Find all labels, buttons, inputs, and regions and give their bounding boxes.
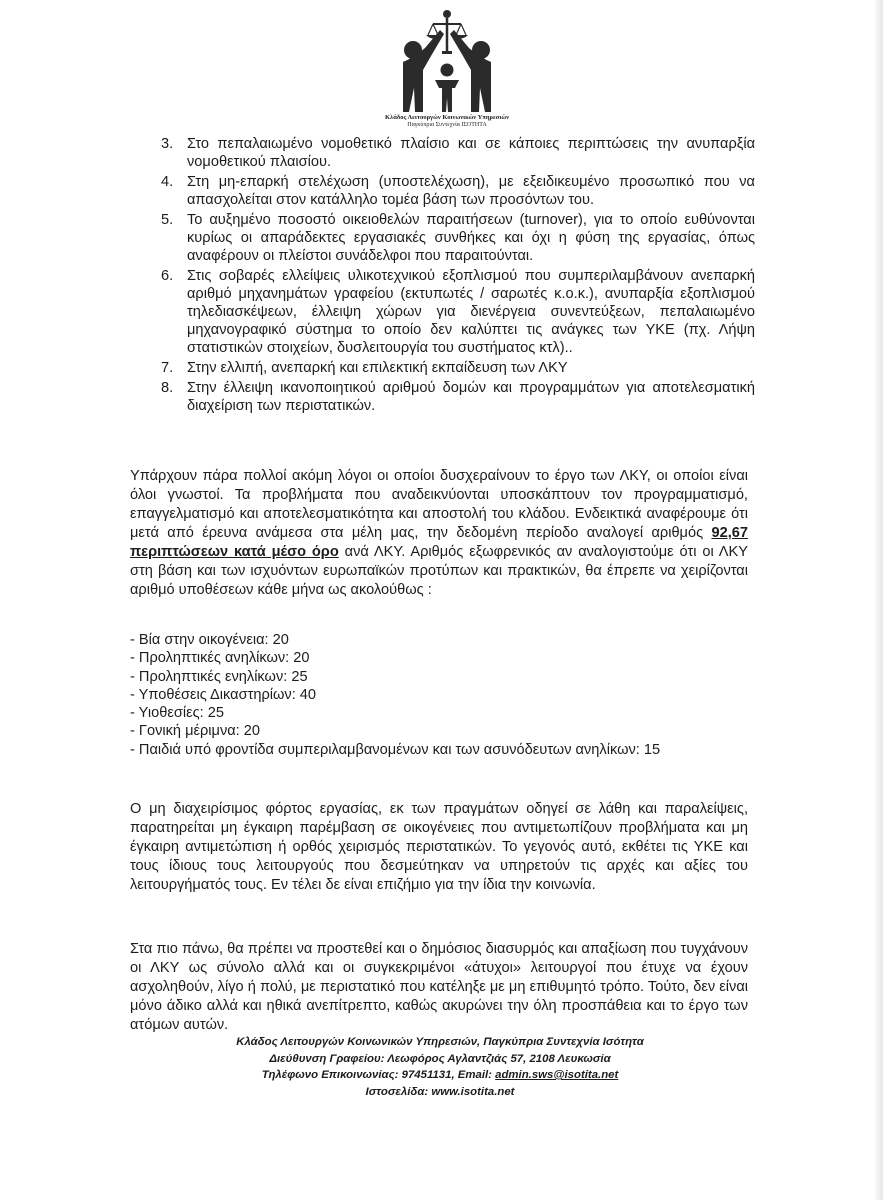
list-item: - Παιδιά υπό φροντίδα συμπεριλαμβανομένων και των ασυνόδευτων ανηλίκων: 15 <box>130 741 661 758</box>
list-item: - Υποθέσεις Δικαστηρίων: 40 <box>130 686 317 703</box>
item-text: Στις σοβαρές ελλείψεις υλικοτεχνικού εξοπλισμού που συμπεριλαμβάνουν ανεπαρκή αριθμό μηχανημάτων γραφείου (εκτυπωτές / σαρωτές κ.ο.κ.), ανυπαρξία εξοπλισμού τηλεδιασκέψεων, έλλειψη χώρων για διενέργεια συνεντεύξεων, πεπαλαιωμένο μηχανογραφικό σύστημα το οποίο δεν καλύπτει τις ανάγκες των ΥΚΕ (πχ. Λήψη στατιστικών στοιχείων, δυσλειτουργία του συστήματος κτλ).. <box>187 268 755 356</box>
item-number: 3. <box>161 136 174 152</box>
list-item <box>155 211 755 265</box>
footer-website[interactable]: Ιστοσελίδα: www.isotita.net <box>365 1085 515 1098</box>
page-edge-shadow <box>873 0 883 1200</box>
item-number: 5. <box>161 212 174 228</box>
item-number: 7. <box>161 360 174 376</box>
list-item: - Προληπτικές ενηλίκων: 25 <box>130 668 308 685</box>
paragraph-text: Υπάρχουν πάρα πολλοί ακόμη λόγοι οι οποίοι δυσχεραίνουν το έργο των ΛΚΥ, οι οποίοι είναι όλοι γνωστοί. Τα προβλήματα που αναδεικνύονται υποσκάπτουν τον προγραμματισμό, επαγγελματισμό και αποτελεσματικότητα και αποστολή του κλάδου. Ενδεικτικά αναφέρουμε ότι μετά από έρευνα ανάμεσα στα μέλη μας, την δεδομένη περίοδο αναλογεί αριθμός <box>130 468 748 541</box>
paragraph-caseload <box>130 467 748 600</box>
union-logo <box>372 8 522 136</box>
list-item <box>155 359 755 377</box>
list-item: - Υιοθεσίες: 25 <box>130 705 224 722</box>
contact-footer <box>180 1034 700 1100</box>
caseload-average-highlight: 92,67 περιπτώσεων κατά μέσο όρο <box>130 525 748 560</box>
paragraph-workload: Ο μη διαχειρίσιμος φόρτος εργασίας, εκ των πραγμάτων οδηγεί σε λάθη και παραλείψεις, παρατηρείται μη έγκαιρη παρέμβαση σε οικογένειες που αντιμετωπίζουν προβλήματα και μη έγκαιρη αντιμετώπιση ή ορθός χειρισμός περιστατικών. Το γεγονός αυτό, εκθέτει τις ΥΚΕ και τους ίδιους τους λειτουργούς που δεσμεύτηκαν να υπηρετούν τις αρχές και αξίες του λειτουργήματός τους. Εν τέλει δε είναι επιζήμιο για την ίδια την κοινωνία. <box>130 801 748 893</box>
list-item <box>155 135 755 171</box>
item-text: Στη μη-επαρκή στελέχωση (υποστελέχωση), με εξειδικευμένο προσωπικό που να απασχολείται στον κατάλληλο τομέα βάση των προσόντων του. <box>187 174 755 208</box>
item-text: Στην ελλιπή, ανεπαρκή και επιλεκτική εκπαίδευση των ΛΚΥ <box>187 360 568 376</box>
caseload-list <box>130 631 770 759</box>
list-item: - Γονική μέριμνα: 20 <box>130 723 261 740</box>
list-item: - Προληπτικές ανηλίκων: 20 <box>130 650 310 667</box>
problems-list <box>155 135 755 417</box>
item-text: Στο πεπαλαιωμένο νομοθετικό πλαίσιο και σε κάποιες περιπτώσεις την ανυπαρξία νομοθετικού πλαισίου. <box>187 136 755 170</box>
list-item <box>155 379 755 415</box>
item-number: 4. <box>161 174 174 190</box>
logo-union-name: Παγκύπρια Συντεχνία ΙΣΟΤΗΤΑ <box>407 122 487 128</box>
footer-contact <box>180 1067 700 1084</box>
item-text: Στην έλλειψη ικανοποιητικού αριθμού δομών και προγραμμάτων για αποτελεσματική διαχείριση των περιστατικών. <box>187 380 755 414</box>
footer-phone: Τηλέφωνο Επικοινωνίας: 97451131, Email: <box>261 1069 496 1081</box>
footer-org: Κλάδος Λειτουργών Κοινωνικών Υπηρεσιών, Παγκύπρια Συντεχνία Ισότητα <box>236 1036 644 1048</box>
family-scales-icon <box>395 8 499 114</box>
paragraph-text: ανά ΛΚΥ. Αριθμός εξωφρενικός αν αναλογιστούμε ότι οι ΛΚΥ στη βάση και των ισχυόντων ευρωπαϊκών προτύπων και πρακτικών, θα έπρεπε να χειρίζονται αριθμό υποθέσεων κάθε μήνα ως ακολούθως : <box>130 544 749 598</box>
list-item: - Βία στην οικογένεια: 20 <box>130 632 289 648</box>
footer-address: Διεύθυνση Γραφείου: Λεωφόρος Αγλαντζιάς 57, 2108 Λευκωσία <box>269 1052 611 1065</box>
list-item <box>155 173 755 209</box>
item-number: 8. <box>161 380 174 396</box>
list-item <box>155 267 755 357</box>
item-text: Το αυξημένο ποσοστό οικειοθελών παραιτήσεων (turnover), για το οποίο ευθύνονται κυρίως οι απαράδεκτες εργασιακές συνθήκες και όχι η φύση της εργασίας, όπως αναφέρουν οι πλείστοι συνάδελφοι που παραιτούνται. <box>187 212 755 264</box>
logo-org-name: Κλάδος Λειτουργών Κοινωνικών Υπηρεσιών <box>384 114 510 121</box>
email-link[interactable]: admin.sws@isotita.net <box>495 1069 619 1081</box>
item-number: 6. <box>161 268 174 284</box>
paragraph-public-defamation: Στα πιο πάνω, θα πρέπει να προστεθεί και ο δημόσιος διασυρμός και απαξίωση που τυγχάνουν οι ΛΚΥ ως σύνολο αλλά και οι συγκεκριμένοι «άτυχοι» λειτουργοί που έτυχε να έχουν ασχοληθούν, λίγο ή πολύ, με περιστατικό που κατέληξε με μη επιθυμητό τρόπο. Τούτο, δεν είναι μόνο άδικο αλλά και ηθικά ανεπίτρεπτο, καθώς ακυρώνει την όλη προσπάθεια και το έργο των ατόμων αυτών. <box>130 941 748 1033</box>
